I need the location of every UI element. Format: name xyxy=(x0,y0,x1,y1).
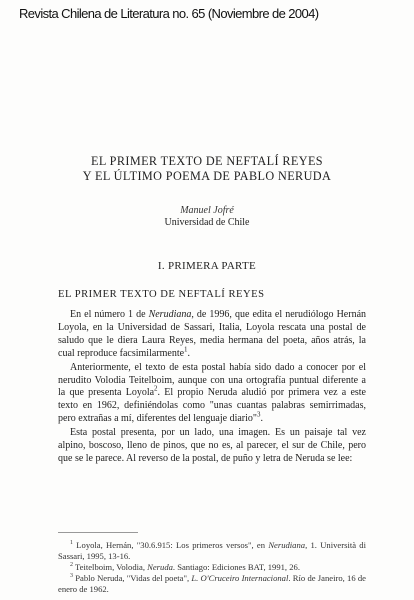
footnote-3: $^3$ Pablo Neruda, "Vidas del poeta", L. O'Cruceiro Internacional. Río de Janeiro, 16 de enero de 1962. xyxy=(58,573,366,594)
article-title-line-2: Y EL ÚLTIMO POEMA DE PABLO NERUDA xyxy=(82,169,332,183)
article-title xyxy=(0,154,414,184)
article-title-line-1: EL PRIMER TEXTO DE NEFTALÍ REYES xyxy=(91,154,323,168)
footnote-divider xyxy=(58,532,138,533)
footnote-ref-1[interactable]: 1 xyxy=(184,345,188,354)
journal-header: Revista Chilena de Literatura no. 65 (Noviembre de 2004) xyxy=(19,6,319,21)
paragraph-3: Esta postal presenta, por un lado, una imagen. Es un paisaje tal vez alpino, boscoso, lleno de pinos, que no es, al parecer, el sur de Chile, pero que se le parece. Al reverso de la postal, de puño y letra de Neruda se lee: xyxy=(58,427,366,464)
part-heading: I. PRIMERA PARTE xyxy=(157,260,257,272)
author-affiliation: Universidad de Chile xyxy=(164,217,250,228)
article-body xyxy=(58,309,366,467)
author-block xyxy=(0,205,414,229)
paragraph-1: En el número 1 de Nerudiana, de 1996, que edita el nerudiólogo Hernán Loyola, en la Universidad de Sassari, Italia, Loyola rescata una postal de saludo que le diera Laura Reyes, media hermana del poeta, años atrás, la cual reproduce facsimilarmente$^1$. xyxy=(58,309,367,359)
footnote-ref-3[interactable]: 3 xyxy=(257,410,261,419)
author-name: Manuel Jofré xyxy=(180,205,234,216)
footnote-1: $^1$ Loyola, Hernán, "30.6.915: Los primeros versos", en Nerudiana, 1. Università di Sassari, 1995, 13-16. xyxy=(58,540,366,561)
paragraph-2: Anteriormente, el texto de esta postal había sido dado a conocer por el nerudito Volodia Teitelboim, aunque con una ortografía puntual diferente a la que presenta Loyola$^2$. El propio Neruda aludió por primera vez a este texto en 1962, definiéndolas como "unas cuantas palabras semirrimadas, pero extrañas a mí, diferentes del lenguaje diario"$^3$. xyxy=(58,361,366,425)
footnotes xyxy=(58,540,366,595)
footnote-2: $^2$ Teitelboim, Volodia, Neruda. Santiago: Ediciones BAT, 1991, 26. xyxy=(70,562,300,572)
footnote-ref-2[interactable]: 2 xyxy=(154,385,158,394)
section-heading: EL PRIMER TEXTO DE NEFTALÍ REYES xyxy=(58,289,265,300)
